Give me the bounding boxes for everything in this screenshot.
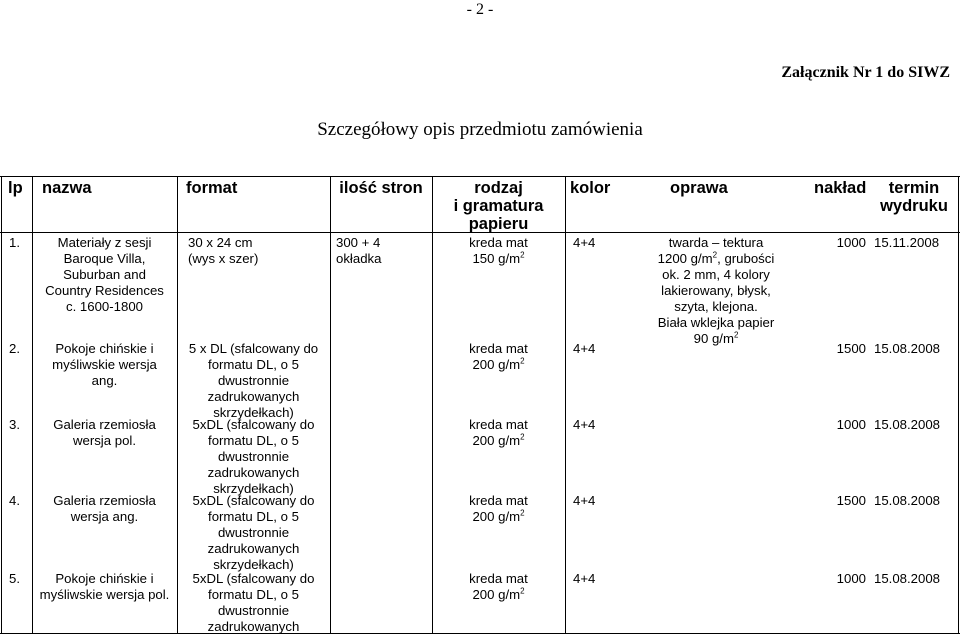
row4-rodzaj-line: [432, 509, 565, 525]
row1-oprawa-seg: , grubości: [717, 251, 775, 266]
header-rodzaj-line: i gramatura: [453, 197, 544, 215]
row1-rodzaj: [432, 235, 565, 267]
row5-format-line: zadrukowanych: [207, 619, 300, 634]
row1-format-line: (wys x szer): [188, 251, 259, 266]
row2-rodzaj: [432, 341, 565, 373]
row1-rodzaj-line: [432, 251, 565, 267]
row1-ilosc-line: 300 + 4: [336, 235, 381, 250]
row2-format-line: zadrukowanych: [207, 389, 300, 404]
row1-oprawa: [636, 235, 796, 347]
row1-format: [188, 235, 258, 267]
row1-oprawa-line: Biała wklejka papier: [657, 315, 775, 330]
row4-format-line: zadrukowanych: [207, 541, 300, 556]
row1-termin: 15.11.2008: [874, 235, 940, 250]
row1-oprawa-line: szyta, klejona.: [674, 299, 758, 314]
row4-kolor: 4+4: [573, 493, 596, 508]
page-number: - 2 -: [466, 1, 494, 18]
row5-kolor: 4+4: [573, 571, 596, 586]
row4-nazwa-line: Galeria rzemiosła: [53, 493, 156, 508]
row2-rodzaj-value: 200 g/m: [472, 357, 521, 372]
header-nazwa: nazwa: [42, 179, 92, 197]
header-ilosc: ilość stron: [339, 179, 423, 197]
row3-format-line: 5xDL (sfalcowany do: [192, 417, 315, 432]
row3-termin: 15.08.2008: [874, 417, 941, 432]
row2-format-line: 5 x DL (sfalcowany do: [188, 341, 319, 356]
row1-oprawa-sup: 2: [733, 330, 739, 340]
row1-oprawa-line: ok. 2 mm, 4 kolory: [662, 267, 770, 282]
row5-rodzaj-sup: 2: [520, 586, 525, 596]
row1-oprawa-seg: 90 g/m: [693, 331, 734, 346]
row1-ilosc-line: okładka: [336, 251, 382, 266]
header-rodzaj-line: rodzaj: [474, 179, 523, 197]
row5-rodzaj-line: [432, 587, 565, 603]
row4-termin: 15.08.2008: [874, 493, 941, 508]
row4-rodzaj-line: kreda mat: [469, 493, 528, 508]
header-format: format: [186, 179, 238, 197]
row3-rodzaj-line: [432, 433, 565, 449]
row2-nazwa-line: Pokoje chińskie i: [55, 341, 154, 356]
row5-nazwa: [32, 571, 177, 603]
row3-format: [177, 417, 330, 497]
row5-rodzaj: [432, 571, 565, 603]
header-oprawa: oprawa: [670, 179, 728, 197]
header-termin: [870, 179, 958, 215]
row3-nazwa: [32, 417, 177, 449]
row5-format-line: formatu DL, o 5: [208, 587, 299, 602]
row3-kolor: 4+4: [573, 417, 596, 432]
row1-oprawa-line: [636, 331, 796, 347]
row4-rodzaj-value: 200 g/m: [472, 509, 521, 524]
row2-nazwa: [32, 341, 177, 389]
row3-lp: 3.: [9, 417, 20, 432]
row1-lp: 1.: [9, 235, 20, 250]
row3-nazwa-line: wersja pol.: [72, 433, 137, 448]
row1-nazwa-line: Country Residences: [45, 283, 164, 298]
row4-format: [177, 493, 330, 573]
row4-nazwa: [32, 493, 177, 525]
row3-naklad: 1000: [836, 417, 866, 432]
row1-kolor: 4+4: [573, 235, 596, 250]
row2-format-line: dwustronnie: [217, 373, 290, 388]
col-divider: [1, 176, 2, 634]
header-rodzaj-line: papieru: [468, 215, 529, 233]
table-border-top: [0, 176, 960, 177]
row2-termin: 15.08.2008: [874, 341, 941, 356]
row3-format-line: skrzydełkach): [213, 481, 294, 496]
row4-nazwa-line: wersja ang.: [70, 509, 139, 524]
row5-format-line: dwustronnie: [217, 603, 290, 618]
row1-oprawa-seg: 1200 g/m: [657, 251, 713, 266]
row1-oprawa-sup: 2: [712, 250, 718, 260]
row2-rodzaj-sup: 2: [520, 356, 525, 366]
row4-rodzaj: [432, 493, 565, 525]
row1-oprawa-line: twarda – tektura: [668, 235, 764, 250]
row3-format-line: dwustronnie: [217, 449, 290, 464]
row5-naklad: 1000: [836, 571, 866, 586]
header-kolor: kolor: [570, 179, 611, 197]
row3-rodzaj-sup: 2: [520, 432, 525, 442]
row3-rodzaj-value: 200 g/m: [472, 433, 521, 448]
row5-termin: 15.08.2008: [874, 571, 941, 586]
row1-naklad: 1000: [836, 235, 866, 250]
row4-format-line: skrzydełkach): [213, 557, 294, 572]
row5-lp: 5.: [9, 571, 20, 586]
row1-oprawa-line: lakierowany, błysk,: [661, 283, 771, 298]
row2-naklad: 1500: [836, 341, 866, 356]
row1-rodzaj-value: 150 g/m: [472, 251, 521, 266]
row2-nazwa-line: myśliwskie wersja: [52, 357, 157, 372]
row2-kolor: 4+4: [573, 341, 596, 356]
col-divider: [958, 176, 959, 634]
row3-nazwa-line: Galeria rzemiosła: [53, 417, 156, 432]
row5-rodzaj-value: 200 g/m: [472, 587, 521, 602]
row4-rodzaj-sup: 2: [520, 508, 525, 518]
row5-format-line: 5xDL (sfalcowany do: [192, 571, 315, 586]
header-naklad: nakład: [814, 179, 867, 197]
row2-rodzaj-line: kreda mat: [469, 341, 528, 356]
row5-nazwa-line: myśliwskie wersja pol.: [39, 587, 170, 602]
row2-nazwa-line: ang.: [91, 373, 118, 388]
row1-nazwa-line: Baroque Villa,: [63, 251, 146, 266]
row4-naklad: 1500: [836, 493, 866, 508]
row2-rodzaj-line: [432, 357, 565, 373]
row2-lp: 2.: [9, 341, 20, 356]
row1-rodzaj-sup: 2: [520, 250, 525, 260]
header-termin-line: wydruku: [880, 197, 948, 215]
row1-format-line: 30 x 24 cm: [188, 235, 253, 250]
header-rodzaj: [432, 179, 565, 233]
row4-lp: 4.: [9, 493, 20, 508]
row2-format-line: formatu DL, o 5: [208, 357, 299, 372]
row4-format-line: formatu DL, o 5: [208, 509, 299, 524]
row5-format: [177, 571, 330, 635]
row1-nazwa-line: Materiały z sesji: [57, 235, 152, 250]
row4-format-line: 5xDL (sfalcowany do: [192, 493, 315, 508]
row1-nazwa-line: Suburban and: [63, 267, 146, 282]
header-termin-line: termin: [888, 179, 940, 197]
row3-rodzaj: [432, 417, 565, 449]
row3-format-line: formatu DL, o 5: [208, 433, 299, 448]
row4-format-line: dwustronnie: [217, 525, 290, 540]
col-divider: [565, 176, 566, 634]
annex-label: Załącznik Nr 1 do SIWZ: [781, 64, 950, 81]
row1-ilosc: [336, 235, 381, 267]
row1-oprawa-line: [636, 251, 796, 267]
header-lp: lp: [8, 179, 23, 197]
row2-format-line: skrzydełkach): [213, 405, 294, 420]
row3-format-line: zadrukowanych: [207, 465, 300, 480]
row2-format: [177, 341, 330, 421]
row1-rodzaj-line: kreda mat: [469, 235, 528, 250]
row3-rodzaj-line: kreda mat: [469, 417, 528, 432]
row1-nazwa-line: c. 1600-1800: [66, 299, 143, 314]
col-divider: [330, 176, 331, 634]
row1-nazwa: [32, 235, 177, 315]
row5-nazwa-line: Pokoje chińskie i: [55, 571, 154, 586]
row5-rodzaj-line: kreda mat: [469, 571, 528, 586]
document-title: Szczegółowy opis przedmiotu zamówienia: [317, 119, 643, 140]
